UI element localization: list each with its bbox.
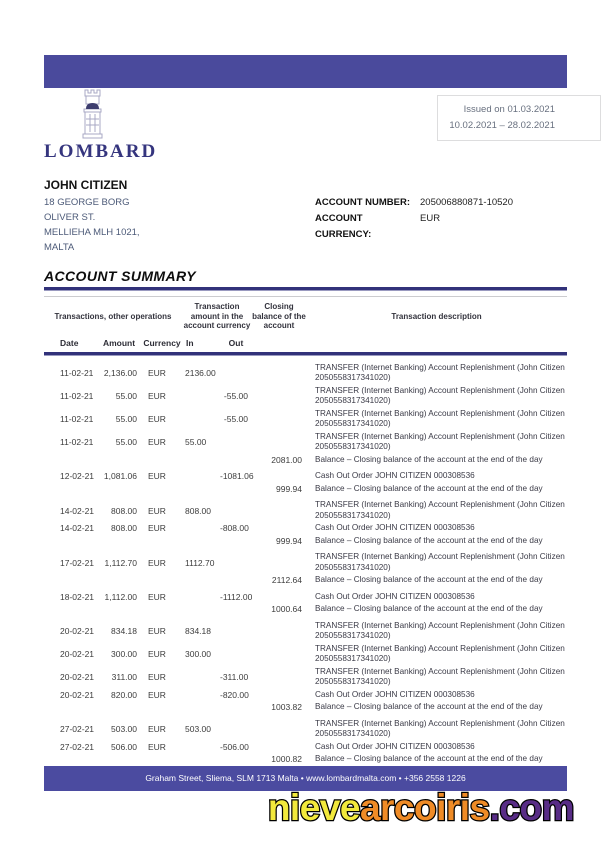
summary-title-rule bbox=[44, 287, 567, 291]
transactions-table bbox=[44, 296, 567, 773]
account-number-label: ACCOUNT NUMBER: bbox=[315, 197, 410, 208]
cell-in: 834.18 bbox=[185, 626, 211, 636]
cell-description: TRANSFER (Internet Banking) Account Replenishment (John Citizen 2050558317341020) bbox=[315, 500, 565, 520]
cell-date: 11-02-21 bbox=[60, 414, 94, 424]
cell-date: 11-02-21 bbox=[60, 368, 94, 378]
table-row bbox=[44, 753, 567, 766]
cell-description: TRANSFER (Internet Banking) Account Replenishment (John Citizen 2050558317341020) bbox=[315, 552, 565, 572]
cell-out: -506.00 bbox=[220, 741, 249, 752]
cell-date: 12-02-21 bbox=[60, 471, 95, 482]
cell-out: -820.00 bbox=[220, 689, 249, 700]
table-row bbox=[44, 408, 567, 431]
cell-amount: 1,112.70 bbox=[104, 557, 137, 568]
cell-description: Cash Out Order JOHN CITIZEN 000308536 bbox=[315, 523, 475, 532]
statement-period: 10.02.2021 – 28.02.2021 bbox=[449, 120, 555, 131]
cell-amount: 55.00 bbox=[115, 437, 137, 447]
cell-amount: 503.00 bbox=[111, 724, 137, 734]
cell-description: Balance – Closing balance of the account at the end of the day bbox=[315, 483, 543, 493]
cell-currency: EUR bbox=[148, 391, 166, 401]
cell-closing-balance: 1003.82 bbox=[271, 702, 302, 713]
cell-out: -1112.00 bbox=[220, 591, 253, 602]
cell-in: 2136.00 bbox=[185, 368, 216, 378]
cell-currency: EUR bbox=[148, 437, 166, 447]
cell-currency: EUR bbox=[148, 505, 166, 516]
cell-description: TRANSFER (Internet Banking) Account Replenishment (John Citizen 2050558317341020) bbox=[315, 431, 565, 451]
cell-closing-balance: 2112.64 bbox=[271, 575, 302, 586]
cell-description: Balance – Closing balance of the account at the end of the day bbox=[315, 604, 543, 613]
cell-out: -311.00 bbox=[220, 672, 249, 682]
cell-amount: 506.00 bbox=[111, 741, 137, 752]
table-row bbox=[44, 483, 567, 496]
cell-date: 27-02-21 bbox=[60, 741, 95, 752]
cell-description: Cash Out Order JOHN CITIZEN 000308536 bbox=[315, 591, 475, 601]
cell-description: TRANSFER (Internet Banking) Account Replenishment (John Citizen 2050558317341020) bbox=[315, 385, 565, 405]
account-currency-label: ACCOUNT CURRENCY: bbox=[315, 213, 372, 240]
cell-out: -808.00 bbox=[220, 523, 249, 534]
table-header bbox=[44, 296, 567, 356]
cell-description: Cash Out Order JOHN CITIZEN 000308536 bbox=[315, 741, 475, 751]
watermark-part: nieve bbox=[267, 787, 360, 828]
cell-out: -55.00 bbox=[223, 391, 248, 401]
cell-description: TRANSFER (Internet Banking) Account Replenishment (John Citizen 2050558317341020) bbox=[315, 666, 565, 686]
account-info bbox=[315, 195, 513, 243]
cell-amount: 1,112.00 bbox=[104, 591, 137, 602]
table-row bbox=[44, 551, 567, 574]
brand-block bbox=[44, 89, 158, 163]
cell-closing-balance: 1000.64 bbox=[271, 604, 302, 615]
table-row bbox=[44, 574, 567, 587]
table-row bbox=[44, 666, 567, 689]
cell-currency: EUR bbox=[148, 523, 166, 534]
cell-amount: 808.00 bbox=[111, 523, 137, 534]
footer-contact-text: Graham Street, Sliema, SLM 1713 Malta • www.lombardmalta.com • +356 2558 1226 bbox=[145, 773, 466, 783]
account-currency-value: EUR bbox=[420, 213, 441, 224]
cell-amount: 820.00 bbox=[111, 689, 137, 700]
cell-currency: EUR bbox=[148, 414, 166, 424]
cell-amount: 311.00 bbox=[111, 672, 137, 682]
customer-name: JOHN CITIZEN bbox=[44, 178, 128, 192]
cell-currency: EUR bbox=[148, 724, 166, 734]
top-brand-bar bbox=[44, 55, 567, 88]
cell-in: 503.00 bbox=[185, 724, 211, 734]
watermark bbox=[268, 787, 574, 829]
table-row bbox=[44, 701, 567, 714]
cell-in: 55.00 bbox=[185, 437, 207, 447]
cell-date: 27-02-21 bbox=[60, 724, 95, 734]
account-number-value: 205006880871-10520 bbox=[420, 197, 513, 208]
table-row bbox=[44, 535, 567, 548]
table-row bbox=[44, 591, 567, 604]
cell-description: TRANSFER (Internet Banking) Account Replenishment (John Citizen 2050558317341020) bbox=[315, 643, 565, 663]
cell-description: Cash Out Order JOHN CITIZEN 000308536 bbox=[315, 471, 475, 480]
clock-tower-icon bbox=[75, 89, 109, 139]
cell-date: 18-02-21 bbox=[60, 591, 95, 602]
cell-closing-balance: 999.94 bbox=[276, 483, 302, 494]
cell-currency: EUR bbox=[148, 689, 166, 700]
cell-date: 20-02-21 bbox=[60, 689, 95, 700]
cell-currency: EUR bbox=[148, 672, 166, 682]
table-row bbox=[44, 689, 567, 702]
cell-currency: EUR bbox=[148, 626, 166, 636]
column-header-amount: Amount bbox=[102, 337, 136, 348]
customer-address-line: OLIVER ST. bbox=[44, 212, 96, 223]
table-row bbox=[44, 643, 567, 666]
cell-currency: EUR bbox=[148, 368, 166, 378]
column-header-in: In bbox=[186, 337, 194, 348]
cell-currency: EUR bbox=[148, 591, 166, 602]
table-row bbox=[44, 522, 567, 535]
customer-block bbox=[44, 178, 140, 255]
cell-in: 808.00 bbox=[185, 505, 211, 516]
group-header-operations: Transactions, other operations bbox=[54, 311, 172, 321]
transactions-body bbox=[44, 356, 567, 766]
cell-description: Cash Out Order JOHN CITIZEN 000308536 bbox=[315, 689, 475, 699]
cell-in: 300.00 bbox=[185, 649, 211, 659]
group-header-closing-balance: Closing balance of the account bbox=[252, 302, 306, 330]
table-row bbox=[44, 603, 567, 616]
watermark-part: arcoiris bbox=[359, 787, 490, 828]
cell-description: TRANSFER (Internet Banking) Account Replenishment (John Citizen 2050558317341020) bbox=[315, 408, 565, 428]
cell-closing-balance: 1000.82 bbox=[271, 754, 302, 765]
cell-closing-balance: 999.94 bbox=[276, 535, 302, 546]
cell-description: Balance – Closing balance of the account at the end of the day bbox=[315, 575, 543, 584]
cell-date: 20-02-21 bbox=[60, 626, 95, 636]
cell-currency: EUR bbox=[148, 649, 166, 659]
table-row bbox=[44, 741, 567, 754]
cell-out: -55.00 bbox=[223, 414, 248, 424]
cell-date: 20-02-21 bbox=[60, 672, 95, 682]
column-header-date: Date bbox=[60, 337, 79, 348]
cell-amount: 834.18 bbox=[111, 626, 137, 636]
cell-description: TRANSFER (Internet Banking) Account Replenishment (John Citizen 2050558317341020) bbox=[315, 362, 565, 382]
cell-amount: 2,136.00 bbox=[103, 368, 137, 378]
cell-date: 14-02-21 bbox=[60, 523, 95, 534]
cell-description: Balance – Closing balance of the account at the end of the day bbox=[315, 535, 543, 545]
cell-description: TRANSFER (Internet Banking) Account Replenishment (John Citizen 2050558317341020) bbox=[315, 718, 565, 738]
cell-out: -1081.06 bbox=[220, 471, 254, 482]
table-row bbox=[44, 431, 567, 454]
cell-amount: 1,081.06 bbox=[103, 471, 137, 482]
issued-date: Issued on 01.03.2021 bbox=[463, 104, 555, 115]
cell-amount: 55.00 bbox=[115, 414, 137, 424]
column-header-currency: Currency bbox=[143, 337, 181, 348]
table-row bbox=[44, 454, 567, 467]
cell-amount: 808.00 bbox=[111, 505, 137, 516]
cell-currency: EUR bbox=[148, 557, 166, 568]
table-row bbox=[44, 718, 567, 741]
cell-description: TRANSFER (Internet Banking) Account Replenishment (John Citizen 2050558317341020) bbox=[315, 620, 565, 640]
table-row bbox=[44, 620, 567, 643]
customer-address-line: MALTA bbox=[44, 242, 75, 253]
table-row bbox=[44, 470, 567, 483]
group-header-description: Transaction description bbox=[391, 311, 482, 321]
statement-period-box bbox=[437, 95, 601, 141]
cell-description: Balance – Closing balance of the account at the end of the day bbox=[315, 754, 543, 763]
watermark-part: .com bbox=[489, 787, 574, 828]
cell-currency: EUR bbox=[148, 471, 166, 482]
cell-date: 17-02-21 bbox=[60, 557, 95, 568]
brand-wordmark: LOMBARD bbox=[44, 141, 158, 162]
customer-address-line: 18 GEORGE BORG bbox=[44, 197, 130, 208]
cell-description: Balance – Closing balance of the account at the end of the day bbox=[315, 702, 543, 711]
table-row bbox=[44, 385, 567, 408]
column-header-out: Out bbox=[228, 337, 244, 348]
group-header-amount-in-currency: Transaction amount in the account currency bbox=[183, 302, 251, 330]
cell-date: 11-02-21 bbox=[60, 437, 94, 447]
cell-amount: 55.00 bbox=[115, 391, 137, 401]
cell-in: 1112.70 bbox=[185, 557, 215, 568]
table-row bbox=[44, 499, 567, 522]
cell-date: 14-02-21 bbox=[60, 505, 95, 516]
cell-closing-balance: 2081.00 bbox=[271, 454, 302, 465]
table-row bbox=[44, 362, 567, 385]
cell-currency: EUR bbox=[148, 741, 166, 752]
cell-date: 20-02-21 bbox=[60, 649, 95, 659]
cell-date: 11-02-21 bbox=[60, 391, 94, 401]
customer-address-line: MELLIEHA MLH 1021, bbox=[44, 227, 140, 238]
section-title-account-summary: ACCOUNT SUMMARY bbox=[44, 268, 196, 284]
customer-address bbox=[44, 195, 140, 255]
cell-description: Balance – Closing balance of the account at the end of the day bbox=[315, 454, 543, 464]
cell-amount: 300.00 bbox=[111, 649, 137, 659]
